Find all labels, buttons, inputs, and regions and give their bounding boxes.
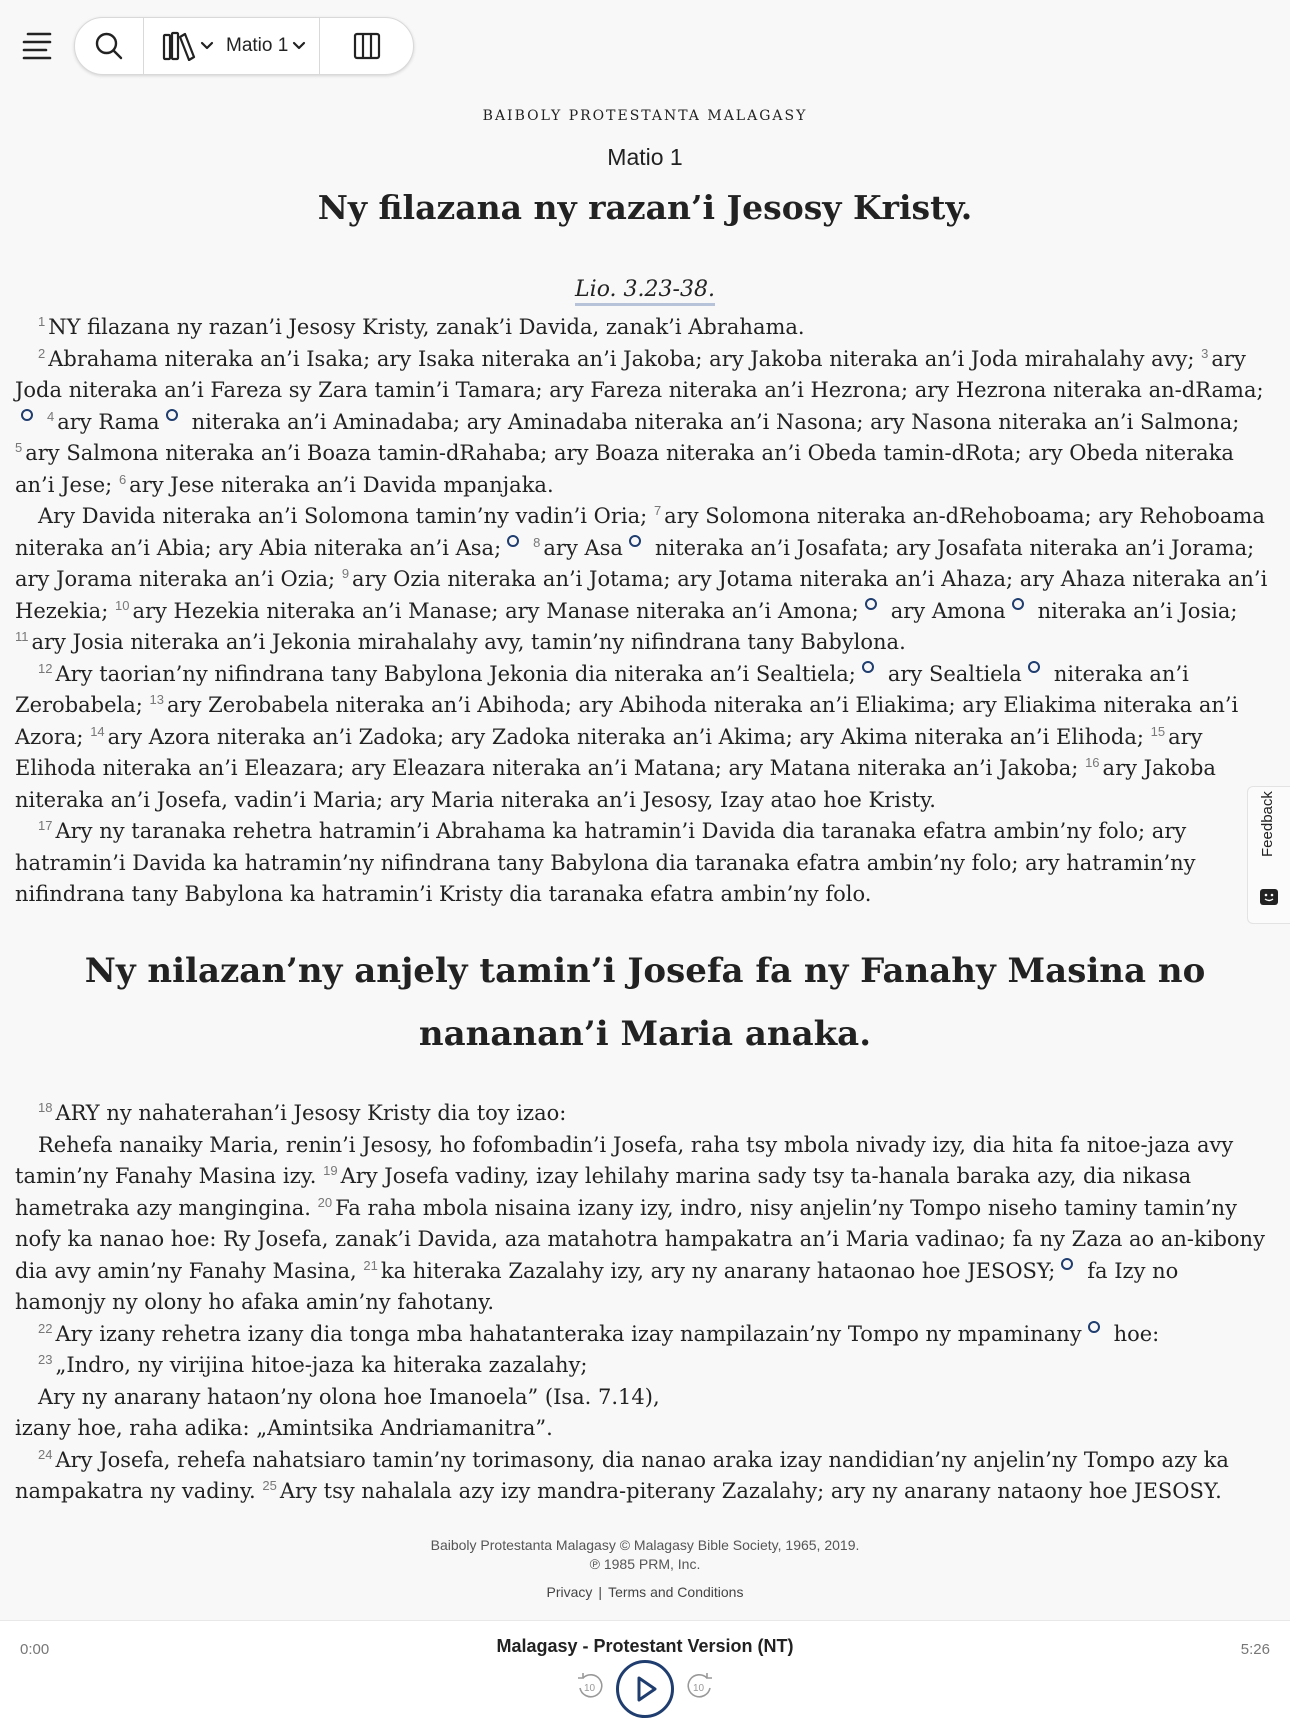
- footer-links: [0, 1584, 1290, 1600]
- verse-text[interactable]: ary Solomona niteraka an-dRehoboama; ary Rehoboama niteraka an’i Abia; ary Abia niteraka an’i Asa;: [15, 504, 1265, 560]
- verse-number: 24: [38, 1446, 53, 1462]
- verse-number: 1: [38, 314, 46, 329]
- verse-text[interactable]: Ary Josefa, rehefa nahatsiaro tamin’ny torimasony, dia nanao araka izay nandidian’ny anjelin’ny Tompo azy ka nampakatra ny vadiny.: [15, 1447, 1229, 1503]
- version-book-selector[interactable]: [144, 18, 320, 74]
- verse-text[interactable]: ary Ozia niteraka an’i Jotama; ary Jotama niteraka an’i Ahaza; ary Ahaza niteraka an’i Hezekia;: [15, 567, 1268, 623]
- verse-number: 5: [15, 440, 23, 455]
- verse-text[interactable]: ary Zerobabela niteraka an’i Abihoda; ary Abihoda niteraka an’i Eliakima; ary Eliakima niteraka an’i Azora;: [15, 693, 1239, 749]
- verse-text[interactable]: ka hiteraka Zazalahy izy, ary ny anarany hataonao hoe JESOSY;: [380, 1258, 1056, 1283]
- books-icon: [162, 31, 196, 61]
- verse-text[interactable]: Ary taorian’ny nifindrana tany Babylona Jekonia dia niteraka an’i Sealtiela;: [55, 661, 856, 686]
- footnote-marker[interactable]: [865, 598, 877, 610]
- paragraph: [15, 659, 1275, 817]
- search-icon: [94, 31, 124, 61]
- feedback-tab[interactable]: [1247, 786, 1290, 924]
- footnote-marker[interactable]: [1028, 661, 1040, 673]
- verse-text[interactable]: ary Josia niteraka an’i Jekonia mirahalahy avy, tamin’ny nifindrana tany Babylona.: [31, 630, 906, 654]
- rewind-10-icon: [574, 1671, 606, 1701]
- footnote-marker[interactable]: [1088, 1321, 1100, 1333]
- footnote-marker[interactable]: [1012, 598, 1024, 610]
- paragraph: [15, 1130, 1275, 1319]
- reader-toolbar: [74, 17, 414, 75]
- paragraph: [15, 312, 1275, 344]
- verse-text[interactable]: ary Jakoba niteraka an’i Josefa, vadin’i Maria; ary Maria niteraka an’i Jesosy, Izay atao hoe Kristy.: [15, 756, 1216, 812]
- chapter-text-section-1: [15, 312, 1275, 911]
- chevron-down-icon: [292, 41, 306, 51]
- verse-text[interactable]: ary Hezekia niteraka an’i Manase; ary Manase niteraka an’i Amona;: [132, 598, 859, 623]
- version-title: BAIBOLY PROTESTANTA MALAGASY: [482, 108, 808, 124]
- verse-text[interactable]: ary Jese niteraka an’i Davida mpanjaka.: [129, 472, 554, 497]
- audio-version-title: Malagasy - Protestant Version (NT): [496, 1636, 794, 1656]
- verse-number: 25: [262, 1478, 277, 1493]
- svg-text:10: 10: [584, 1683, 596, 1694]
- verse-text[interactable]: ary Salmona niteraka an’i Boaza tamin-dRahaba; ary Boaza niteraka an’i Obeda tamin-dRota; ary Obeda niteraka an’i Jese;: [15, 441, 1234, 497]
- chapter-title: Matio 1: [607, 144, 683, 170]
- audio-player: [0, 1620, 1290, 1722]
- verse-text[interactable]: ary Azora niteraka an’i Zadoka; ary Zadoka niteraka an’i Akima; ary Akima niteraka an’i Elihoda;: [107, 724, 1144, 749]
- verse-number: 22: [38, 1320, 53, 1336]
- copyright-line: ℗ 1985 PRM, Inc.: [589, 1556, 701, 1572]
- verse-text[interactable]: ary Amona: [890, 598, 1006, 623]
- paragraph: [15, 501, 1275, 659]
- menu-icon: [20, 28, 56, 64]
- paragraph: [15, 1098, 1275, 1130]
- privacy-link[interactable]: Privacy: [546, 1584, 593, 1600]
- verse-number: 21: [363, 1257, 378, 1273]
- verse-number: 10: [114, 597, 130, 613]
- play-button[interactable]: [616, 1660, 674, 1718]
- verse-number: 17: [38, 818, 53, 833]
- section-heading: Ny filazana ny razan’i Jesosy Kristy.: [317, 188, 973, 227]
- verse-text[interactable]: niteraka an’i Josafata; ary Josafata niteraka an’i Jorama; ary Jorama niteraka an’i Ozia;: [15, 535, 1255, 591]
- skip-forward-button[interactable]: [684, 1671, 716, 1701]
- poetry-line: [15, 1350, 1275, 1382]
- search-button[interactable]: [75, 18, 144, 74]
- verse-number: 23: [38, 1352, 53, 1367]
- parallel-columns-icon: [353, 32, 381, 60]
- footnote-marker[interactable]: [166, 409, 178, 421]
- verse-number: 4: [47, 408, 55, 424]
- total-time: 5:26: [1240, 1641, 1270, 1658]
- verse-number: 11: [15, 629, 29, 644]
- verse-number: 2: [38, 345, 46, 361]
- verse-number: 9: [341, 566, 350, 581]
- verse-text[interactable]: Ary ny taranaka rehetra hatramin’i Abrahama ka hatramin’i Davida dia taranaka efatra ambin’ny folo; ary hatramin’i Davida ka hatramin’ny nifindrana tany Babylona dia taranaka efatra ambin’ny folo; ary hatramin’ny nifindrana tany Babylona ka hatramin’i Kristy dia taranaka efatra ambin’ny folo.: [15, 819, 1196, 906]
- verse-number: 7: [653, 503, 662, 518]
- verse-text[interactable]: ary Rama: [57, 409, 160, 434]
- verse-text[interactable]: izany hoe, raha adika: „Amintsika Andriamanitra”.: [15, 1416, 553, 1440]
- verse-text[interactable]: niteraka an’i Aminadaba; ary Aminadaba niteraka an’i Nasona; ary Nasona niteraka an’i Salmona;: [191, 409, 1240, 434]
- verse-number: 13: [149, 692, 165, 707]
- footnote-marker[interactable]: [507, 535, 519, 547]
- verse-number: 18: [38, 1100, 53, 1115]
- verse-text[interactable]: „Indro, ny virijina hitoe-jaza ka hiteraka zazalahy;: [55, 1353, 588, 1377]
- terms-link[interactable]: Terms and Conditions: [608, 1584, 744, 1600]
- verse-text[interactable]: ary Elihoda niteraka an’i Eleazara; ary Eleazara niteraka an’i Matana; ary Matana niteraka an’i Jakoba;: [15, 724, 1203, 780]
- verse-text[interactable]: Abrahama niteraka an’i Isaka; ary Isaka niteraka an’i Jakoba; ary Jakoba niteraka an’i Joda mirahalahy avy;: [48, 346, 1195, 371]
- skip-back-button[interactable]: [574, 1671, 606, 1701]
- verse-text[interactable]: NY filazana ny razan’i Jesosy Kristy, zanak’i Davida, zanak’i Abrahama.: [48, 315, 805, 339]
- section-heading: Ny nilazan’ny anjely tamin’i Josefa fa ny Fanahy Masina no nananan’i Maria anaka.: [84, 951, 1206, 1054]
- verse-text[interactable]: ary Sealtiela: [887, 661, 1022, 686]
- verse-text[interactable]: niteraka an’i Zerobabela;: [15, 661, 1189, 717]
- verse-text[interactable]: Ary Josefa vadiny, izay lehilahy marina sady tsy ta-hanala baraka azy, dia nikasa hametraka azy mangingina.: [15, 1164, 1192, 1220]
- verse-number: 6: [118, 471, 127, 487]
- play-icon: [619, 1663, 671, 1715]
- verse-text[interactable]: hoe:: [1113, 1321, 1160, 1346]
- chapter-text-section-2: [15, 1098, 1275, 1508]
- verse-number: 16: [1085, 755, 1100, 770]
- verse-number: 19: [323, 1163, 338, 1178]
- verse-text[interactable]: ARY ny nahaterahan’i Jesosy Kristy dia toy izao:: [55, 1101, 567, 1125]
- footnote-marker[interactable]: [629, 535, 641, 547]
- verse-number: 15: [1150, 723, 1166, 739]
- verse-text[interactable]: ary Joda niteraka an’i Fareza sy Zara tamin’i Tamara; ary Fareza niteraka an’i Hezrona; ary Hezrona niteraka an-dRama;: [15, 346, 1264, 402]
- verse-text[interactable]: Ary tsy nahalala azy izy mandra-piterany Zazalahy; ary ny anarany nataony hoe JESOSY.: [279, 1479, 1222, 1503]
- elapsed-time: 0:00: [20, 1641, 50, 1658]
- verse-number: 3: [1201, 345, 1209, 361]
- paragraph: [15, 344, 1275, 502]
- footnote-marker[interactable]: [21, 409, 33, 421]
- cross-reference: [0, 277, 1290, 302]
- paragraph: [15, 1319, 1275, 1351]
- forward-10-icon: [684, 1671, 716, 1701]
- link-separator: |: [598, 1584, 603, 1600]
- parallel-view-button[interactable]: [320, 18, 413, 74]
- cross-reference-link[interactable]: Lio. 3.23-38.: [575, 277, 715, 306]
- chapter-reference-label: Matio 1: [226, 35, 289, 56]
- verse-number: 20: [317, 1194, 333, 1210]
- chevron-down-icon: [200, 41, 214, 51]
- verse-text[interactable]: Ary ny anarany hataon’ny olona hoe Imanoela” (Isa. 7.14),: [38, 1384, 660, 1409]
- paragraph: [15, 1413, 1275, 1445]
- verse-text[interactable]: Rehefa nanaiky Maria, renin’i Jesosy, ho fofombadin’i Josefa, raha tsy mbola nivady izy, dia hita fa nitoe-jaza avy tamin’ny Fanahy Masina izy.: [15, 1132, 1234, 1188]
- verse-number: 8: [533, 534, 541, 550]
- verse-text[interactable]: niteraka an’i Josia;: [1037, 598, 1238, 623]
- svg-text:10: 10: [693, 1683, 705, 1694]
- verse-text[interactable]: Ary izany rehetra izany dia tonga mba hahatanteraka izay nampilazain’ny Tompo ny mpaminany: [55, 1321, 1082, 1346]
- paragraph: [15, 1445, 1275, 1508]
- verse-number: 14: [90, 723, 105, 739]
- verse-text[interactable]: fa Izy no hamonjy ny olony ho afaka amin’ny fahotany.: [15, 1258, 1179, 1314]
- verse-number: 12: [38, 660, 53, 676]
- copyright-notice: [0, 1536, 1290, 1574]
- footnote-marker[interactable]: [862, 661, 874, 673]
- copyright-line: Baiboly Protestanta Malagasy © Malagasy Bible Society, 1965, 2019.: [430, 1537, 860, 1553]
- poetry-line: [15, 1382, 1275, 1414]
- paragraph: [15, 816, 1275, 911]
- verse-text[interactable]: ary Asa: [543, 535, 623, 560]
- menu-button[interactable]: [20, 28, 56, 64]
- verse-text[interactable]: Ary Davida niteraka an’i Solomona tamin’ny vadin’i Oria;: [38, 504, 648, 528]
- feedback-face-icon: [1260, 889, 1278, 905]
- feedback-label: Feedback: [1259, 791, 1276, 857]
- verse-text[interactable]: Fa raha mbola nisaina izany izy, indro, nisy anjelin’ny Tompo niseho taminy tamin’ny nofy ka nanao hoe: Ry Josefa, zanak’i Davida, aza matahotra hampakatra an’i Maria vadinao; fa ny Zaza ao an-kibony dia avy amin’ny Fanahy Masina,: [15, 1195, 1265, 1283]
- footnote-marker[interactable]: [1061, 1258, 1073, 1270]
